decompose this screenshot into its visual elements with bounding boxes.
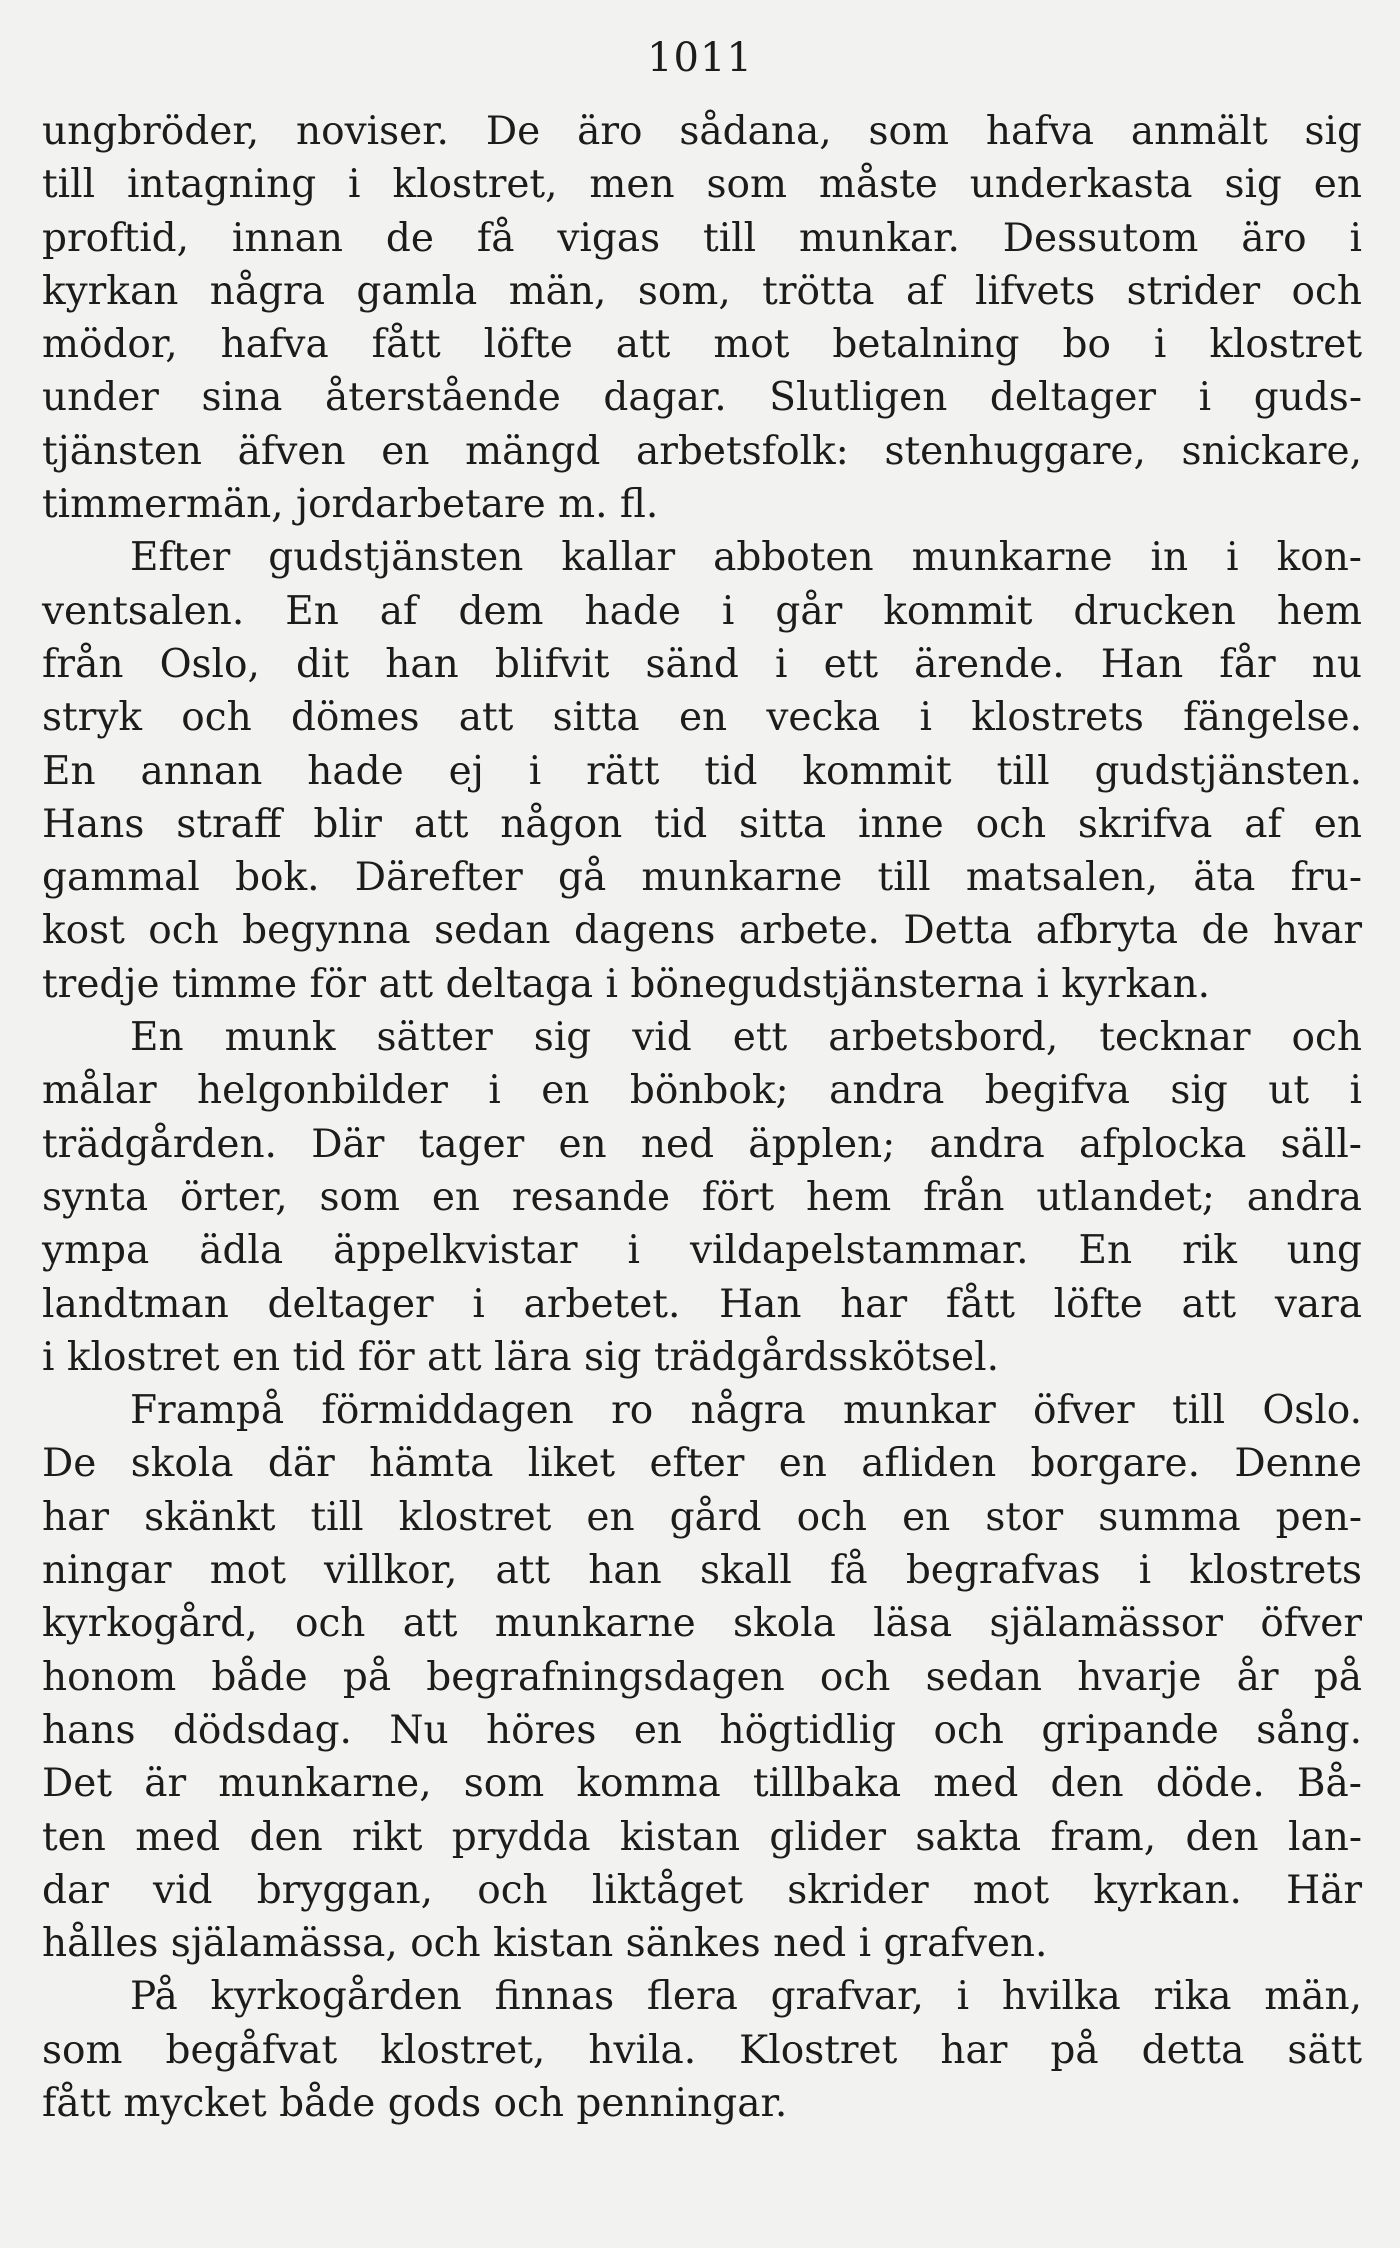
text-line: Det är munkarne, som komma tillbaka med den döde. Bå-	[42, 1761, 1362, 1807]
text-line: En munk sätter sig vid ett arbetsbord, tecknar och	[130, 1015, 1362, 1061]
text-line: dar vid bryggan, och liktåget skrider mot kyrkan. Här	[42, 1867, 1362, 1913]
text-line: målar helgonbilder i en bönbok; andra begifva sig ut i	[42, 1068, 1362, 1114]
text-line: ningar mot villkor, att han skall få begrafvas i klostrets	[42, 1548, 1362, 1594]
text-line: under sina återstående dagar. Slutligen deltager i guds-	[42, 375, 1362, 421]
text-line: ympa ädla äppelkvistar i vildapelstammar. En rik ung	[42, 1228, 1362, 1274]
text-line: har skänkt till klostret en gård och en stor summa pen-	[42, 1494, 1362, 1540]
text-line: På kyrkogården finnas flera grafvar, i hvilka rika män,	[130, 1974, 1362, 2020]
page-number: 1011	[647, 35, 753, 81]
text-line: synta örter, som en resande fört hem från utlandet; andra	[42, 1174, 1362, 1220]
text-line: De skola där hämta liket efter en afliden borgare. Denne	[42, 1441, 1362, 1487]
text-line: proftid, innan de få vigas till munkar. Dessutom äro i	[42, 215, 1362, 261]
text-line: Frampå förmiddagen ro några munkar öfver till Oslo.	[130, 1388, 1362, 1434]
text-line: stryk och dömes att sitta en vecka i klostrets fängelse.	[42, 695, 1362, 741]
text-line: som begåfvat klostret, hvila. Klostret har på detta sätt	[42, 2027, 1362, 2073]
text-line: landtman deltager i arbetet. Han har fått löfte att vara	[42, 1281, 1362, 1327]
text-line: hans dödsdag. Nu höres en högtidlig och gripande sång.	[42, 1707, 1362, 1753]
text-line: En annan hade ej i rätt tid kommit till gudstjänsten.	[42, 748, 1362, 794]
text-line: ten med den rikt prydda kistan glider sakta fram, den lan-	[42, 1814, 1362, 1860]
text-line: honom både på begrafningsdagen och sedan hvarje år på	[42, 1654, 1362, 1700]
text-line: kost och begynna sedan dagens arbete. Detta afbryta de hvar	[42, 908, 1362, 954]
body-text	[42, 105, 1362, 2130]
text-line: timmermän, jordarbetare m. fl.	[42, 482, 659, 528]
text-line: kyrkan några gamla män, som, trötta af lifvets strider och	[42, 268, 1362, 314]
text-line: mödor, hafva fått löfte att mot betalning bo i klostret	[42, 322, 1362, 368]
text-line: i klostret en tid för att lära sig trädgårdsskötsel.	[42, 1334, 999, 1380]
text-line: ungbröder, noviser. De äro sådana, som hafva anmält sig	[42, 109, 1362, 154]
text-line: från Oslo, dit han blifvit sänd i ett ärende. Han får nu	[42, 641, 1362, 687]
text-line: trädgården. Där tager en ned äpplen; andra afplocka säll-	[42, 1121, 1362, 1167]
text-line: Efter gudstjänsten kallar abboten munkarne in i kon-	[130, 535, 1362, 581]
text-line: fått mycket både gods och penningar.	[42, 2080, 788, 2126]
text-line: Hans straff blir att någon tid sitta inne och skrifva af en	[42, 801, 1362, 847]
text-line: tjänsten äfven en mängd arbetsfolk: stenhuggare, snickare,	[42, 428, 1362, 474]
text-line: hålles själamässa, och kistan sänkes ned i grafven.	[42, 1921, 1048, 1967]
text-line: till intagning i klostret, men som måste underkasta sig en	[42, 162, 1362, 208]
text-line: ventsalen. En af dem hade i går kommit drucken hem	[42, 588, 1362, 634]
text-line: tredje timme för att deltaga i bönegudstjänsterna i kyrkan.	[42, 961, 1210, 1007]
text-line: kyrkogård, och att munkarne skola läsa själamässor öfver	[42, 1601, 1362, 1647]
text-line: gammal bok. Därefter gå munkarne till matsalen, äta fru-	[42, 855, 1362, 901]
